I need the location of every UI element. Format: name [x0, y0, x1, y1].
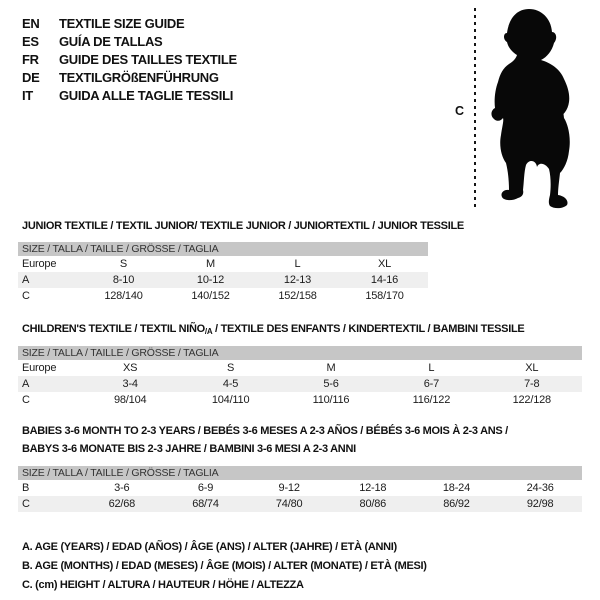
lang-code: DE: [22, 69, 40, 85]
size-value: 92/98: [498, 496, 582, 512]
lang-code: FR: [22, 51, 39, 67]
title-line: BABIES 3-6 MONTH TO 2-3 YEARS / BEBÉS 3-6 MESES A 2-3 AÑOS / BÉBÉS 3-6 MOIS À 2-3 ANS /: [22, 425, 508, 437]
lang-label: GUIDE DES TAILLES TEXTILE: [59, 51, 237, 67]
row-label: C: [22, 394, 30, 406]
note-line-a: A. AGE (YEARS) / EDAD (AÑOS) / ÂGE (ANS) / ALTER (JAHRE) / ETÀ (ANNI): [22, 541, 397, 553]
lang-row-it: [22, 86, 237, 104]
size-value: 104/110: [211, 394, 250, 406]
size-value: 14-16: [341, 272, 428, 288]
table-row: [18, 288, 428, 304]
title-text: CHILDREN'S TEXTILE / TEXTIL NIÑO: [22, 323, 205, 335]
size-value: 3-4: [80, 376, 180, 392]
size-value: 74/80: [247, 496, 331, 512]
size-value: XS: [123, 362, 138, 374]
table-row: [18, 272, 428, 288]
size-value: S: [227, 362, 235, 374]
height-label-c: C: [455, 104, 465, 118]
size-value: 12-13: [254, 272, 341, 288]
junior-table-title: JUNIOR TEXTILE / TEXTIL JUNIOR/ TEXTILE JUNIOR / JUNIORTEXTIL / JUNIOR TESSILE: [22, 220, 464, 232]
row-label: Europe: [22, 362, 57, 374]
lang-label: GUIDA ALLE TAGLIE TESSILI: [59, 87, 234, 103]
size-value: 9-12: [278, 482, 300, 494]
children-size-table: [18, 346, 582, 408]
lang-row-de: [22, 68, 237, 86]
row-label: C: [22, 290, 30, 302]
table-row: [18, 480, 582, 496]
size-value: 7-8: [482, 376, 582, 392]
lang-label: TEXTILGRÖßENFÜHRUNG: [59, 69, 219, 85]
size-value: 98/104: [113, 394, 147, 406]
size-value: 80/86: [331, 496, 415, 512]
size-value: M: [326, 362, 336, 374]
lang-label: TEXTILE SIZE GUIDE: [59, 15, 185, 31]
lang-code: IT: [22, 87, 33, 103]
size-value: 86/92: [415, 496, 499, 512]
size-value: 10-12: [167, 272, 254, 288]
row-label: A: [18, 376, 80, 392]
size-value: 4-5: [180, 376, 280, 392]
size-value: 8-10: [80, 272, 167, 288]
baby-silhouette: [486, 6, 586, 211]
size-value: 158/170: [365, 290, 404, 302]
row-label: Europe: [22, 258, 57, 270]
size-value: 128/140: [104, 290, 143, 302]
size-value: 6-9: [197, 482, 214, 494]
note-line-c: C. (cm) HEIGHT / ALTURA / HAUTEUR / HÖHE / ALTEZZA: [22, 579, 304, 591]
table-row: [18, 392, 582, 408]
size-header: SIZE / TALLA / TAILLE / GRÖSSE / TAGLIA: [18, 466, 582, 480]
language-title-block: [22, 14, 237, 104]
note-line-b: B. AGE (MONTHS) / EDAD (MESES) / ÂGE (MOIS) / ALTER (MONATE) / ETÀ (MESI): [22, 560, 427, 572]
size-value: 24-36: [526, 482, 554, 494]
title-line: BABYS 3-6 MONATE BIS 2-3 JAHRE / BAMBINI 3-6 MESI A 2-3 ANNI: [22, 443, 356, 455]
size-value: 122/128: [512, 394, 551, 406]
lang-row-fr: [22, 50, 237, 68]
children-table-title: [22, 320, 587, 341]
lang-label: GUÍA DE TALLAS: [59, 33, 163, 49]
table-row: [18, 496, 582, 512]
babies-table-title: [22, 422, 587, 458]
size-header: SIZE / TALLA / TAILLE / GRÖSSE / TAGLIA: [18, 242, 428, 256]
row-label: C: [18, 496, 80, 512]
size-header: SIZE / TALLA / TAILLE / GRÖSSE / TAGLIA: [18, 346, 582, 360]
size-value: 110/116: [312, 394, 350, 406]
lang-row-en: [22, 14, 237, 32]
size-value: 5-6: [281, 376, 381, 392]
junior-size-table: [18, 242, 428, 304]
size-value: 18-24: [442, 482, 471, 494]
size-value: 6-7: [381, 376, 481, 392]
table-row: [18, 256, 428, 272]
lang-code: EN: [22, 15, 40, 31]
height-dashed-line: [474, 8, 476, 207]
size-value: 62/68: [80, 496, 164, 512]
row-label: A: [18, 272, 80, 288]
footnotes: [22, 538, 427, 595]
size-value: L: [294, 258, 301, 270]
size-value: 3-6: [114, 482, 130, 494]
lang-code: ES: [22, 33, 39, 49]
size-value: XL: [377, 258, 392, 270]
size-value: M: [206, 258, 215, 270]
size-value: 68/74: [164, 496, 248, 512]
size-value: 140/152: [191, 290, 230, 302]
size-value: XL: [525, 362, 539, 374]
table-row: [18, 376, 582, 392]
size-value: 12-18: [359, 482, 387, 494]
size-value: L: [428, 362, 435, 374]
size-value: S: [119, 258, 128, 270]
table-row: [18, 360, 582, 376]
title-subscript: /A: [204, 327, 213, 336]
row-label: B: [22, 482, 30, 494]
size-value: 116/122: [412, 394, 451, 406]
lang-row-es: [22, 32, 237, 50]
size-value: 152/158: [278, 290, 317, 302]
title-text: / TEXTILE DES ENFANTS / KINDERTEXTIL / BAMBINI TESSILE: [212, 323, 525, 335]
babies-size-table: [18, 466, 582, 512]
